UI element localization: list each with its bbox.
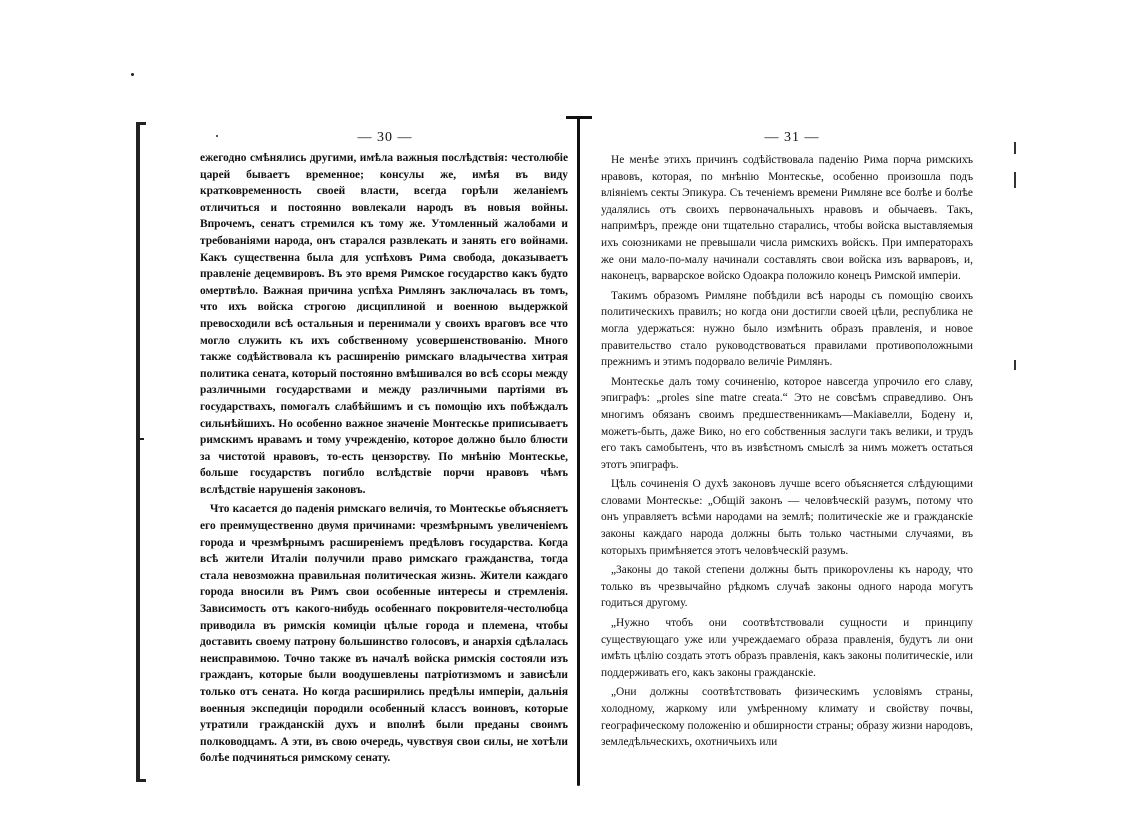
book-gutter — [577, 118, 580, 786]
paragraph: Что касается до паденія римскаго величія, то Монтескье объясняетъ его преимущественно двумя причинами: чрезмѣрнымъ увеличеніемъ города и чрезмѣрнымъ расширеніемъ предѣловъ государства. Когда всѣ жители Италіи получили право римскаго гражданства, тогда стала невозможна правильная политическая жизнь. Жители каждаго города вносили въ Римъ свои особенные интересы и стремленія. Зависимость отъ какого-нибудь особеннаго покровителя-честолюбца приводила въ римскія комиціи цѣлые города и племена, чтобы доставить своему патрону большинство голосовъ, и анархія сдѣлалась неисправимою. Точно также въ началѣ войска римскія состояли изъ гражданъ, которые были воодушевлены патріотизмомъ и зависѣли только отъ сената. Но когда расширились предѣлы имперіи, дальнія военныя экспедиціи породили особенный классъ воиновъ, которые утратили гражданскій духъ и вполнѣ были преданы своимъ полководцамъ. А эти, въ свою очередь, чувствуя свои силы, не хотѣли болѣе подчиняться римскому сенату. — [200, 503, 568, 765]
page-number-left: — 30 — — [357, 130, 413, 145]
scan-edge-mark — [1014, 142, 1016, 154]
page-edge-shadow — [136, 122, 140, 782]
paragraph: „Нужно чтобъ они соотвѣтствовали сущности и принципу существующаго уже или учреждаемаго образа правленія, будутъ ли они имѣть цѣлію создать этотъ образъ правленія, какъ законы политическіе, или поддерживать его, какъ законы гражданскіе. — [601, 617, 973, 679]
edge-mark — [136, 438, 144, 440]
scan-speck — [131, 73, 134, 76]
paragraph: „Законы до такой степени должны быть прикорovлены къ народу, что только въ чрезвычайно рѣдкомъ случаѣ законы одного народа могутъ годиться другому. — [601, 564, 973, 610]
paragraph: Не менѣе этихъ причинъ содѣйствовала паденію Рима порча римскихъ нравовъ, которая, по мнѣнію Монтескье, особенно произошла подъ вліяніемъ секты Эпикура. Съ теченіемъ времени Римляне все болѣе и болѣе удалялись отъ своихъ первоначальныхъ нравовъ и обычаевъ. Такъ, напримѣръ, прежде они тщательно старались, чтобы войска выставляемыя ихъ союзниками не превышали числа римскихъ войскъ. При императорахъ же они мало-по-малу начинали составлять свои войска изъ варваровъ, и, наконецъ, варварское войско Одоакра положило конецъ Римской имперіи. — [601, 154, 973, 283]
edge-mark — [136, 779, 146, 782]
paragraph: „Они должны соотвѣтствовать физическимъ условіямъ страны, холодному, жаркому или умѣренному климату и свойству почвы, географическому положенію и обширности страны; образу жизни народовъ, земледѣльческихъ, охотничьихъ или — [601, 686, 973, 749]
scan-edge-mark — [1014, 360, 1016, 370]
paragraph: Цѣль сочиненія О духѣ законовъ лучше всего объясняется слѣдующими словами Монтескье: „Общій законъ — человѣческій разумъ, потому что онъ управляетъ всѣми народами на землѣ; политическіе же и гражданскіе законы каждаго народа должны быть только частными случаями, въ которыхъ примѣняется этотъ человѣческій разумъ. — [601, 478, 973, 557]
scan-speck — [216, 135, 218, 137]
right-page-text — [601, 152, 973, 751]
paragraph: Монтескье далъ тому сочиненію, которое навсегда упрочило его славу, эпиграфъ: „proles sine matre creata.“ Это не совсѣмъ справедливо. Онъ многимъ обязанъ своимъ предшественникамъ—Макіавелли, Бодену и, можетъ-быть, даже Вико, но его собственныя заслуги такъ велики, и трудъ его такъ самобытенъ, что въ извѣстномъ смыслѣ за нимъ можетъ остаться этотъ эпиграфъ. — [601, 375, 973, 471]
paragraph: Такимъ образомъ Римляне побѣдили всѣ народы съ помощію своихъ политическихъ правилъ; но когда они достигли своей цѣли, республика не могла удержаться: нужно было измѣнить образъ правленія, и новое правительство стало руководствоваться правилами противоположными прежнимъ и этимъ подорвало величіе Римлянъ. — [601, 289, 973, 369]
scan-edge-mark — [1014, 172, 1016, 188]
paragraph: ежегодно смѣнялись другими, имѣла важныя послѣдствія: честолюбіе царей бываетъ временное; консулы же, имѣя въ виду кратковременность своей власти, всегда горѣли желаніемъ отличиться и постоянно вовлекали народъ въ новыя войны. Впрочемъ, сенатъ стремился къ тому же. Утомленный жалобами и требованіями народа, онъ старался развлекать и занять его войнами. Какъ существенна была для успѣховъ Рима свобода, доказываетъ правленіе децемвировъ. Въ это время Римское государство какъ будто омертвѣло. Важная причина успѣха Римлянъ заключалась въ томъ, что ихъ войска строгою дисциплиной и военною выдержкой превосходили всѣ остальныя и перенимали у своихъ враговъ все что могло служить къ ихъ собственному усовершенствованію. Много также содѣйствовала къ расширенію римскаго владычества хитрая политика сената, который постоянно вмѣшивался во всѣ ссоры между различными государствами и между различными партіями въ государствахъ, помогалъ слабѣйшимъ и съ помощію ихъ побѣждалъ сильнѣйшихъ. Но особенно важное значеніе Монтескье приписываетъ римскимъ нравамъ и тому учрежденію, которое должно было блюсти за чистотой нравовъ, то-есть цензорству. По мнѣнію Монтескье, больше государствъ погибло вслѣдствіе порчи нравовъ чѣмъ вслѣдствіе нарушенія законовъ. — [200, 152, 568, 496]
left-page-text — [200, 150, 568, 767]
page-number-right: — 31 — — [764, 130, 820, 145]
edge-mark — [136, 122, 146, 125]
